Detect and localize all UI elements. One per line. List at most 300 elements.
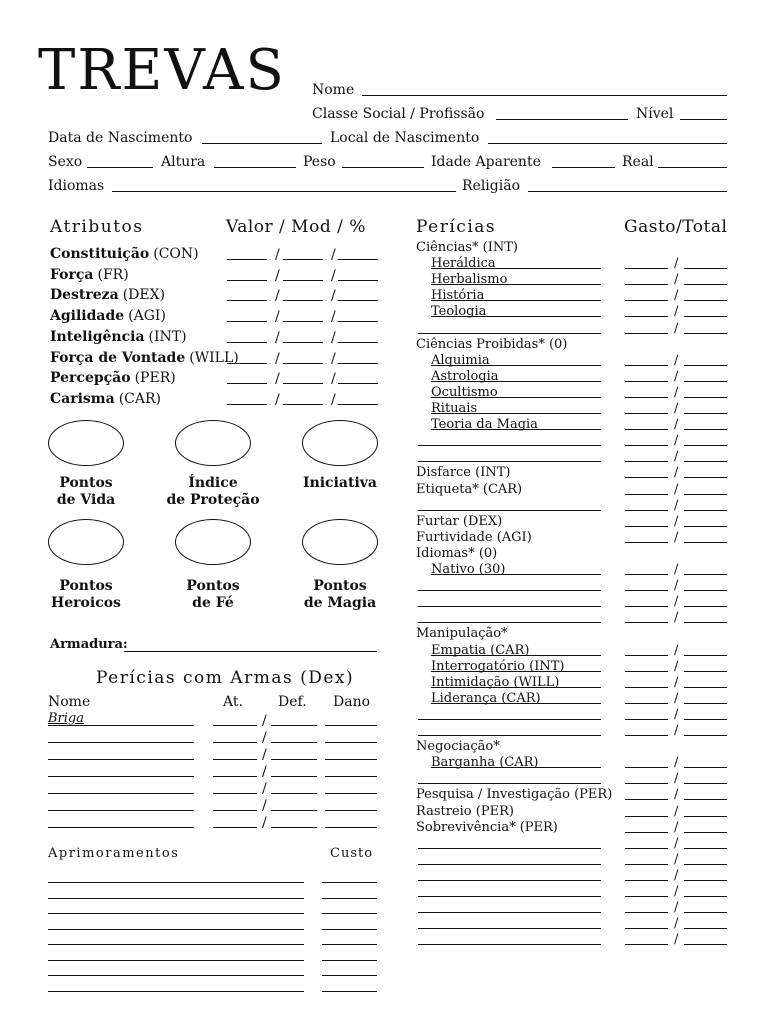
custo-field[interactable] bbox=[322, 929, 377, 930]
atributo-value-field[interactable] bbox=[283, 342, 323, 343]
pericia-total-field[interactable] bbox=[684, 767, 727, 768]
custo-field[interactable] bbox=[322, 913, 377, 914]
slash-separator: / bbox=[674, 304, 679, 320]
arma-nome-field[interactable] bbox=[48, 725, 194, 726]
pericia-name-field[interactable] bbox=[418, 445, 601, 446]
arma-nome-field[interactable] bbox=[48, 827, 194, 828]
pericia-gasto-field[interactable] bbox=[625, 703, 668, 704]
pericia-gasto-field[interactable] bbox=[625, 574, 668, 575]
pericia-gasto-field[interactable] bbox=[625, 832, 668, 833]
pericia-total-field[interactable] bbox=[684, 880, 727, 881]
pericia-gasto-field[interactable] bbox=[625, 477, 668, 478]
pericia-gasto-field[interactable] bbox=[625, 928, 668, 929]
pericia-name-field[interactable] bbox=[431, 397, 601, 398]
arma-at-field[interactable] bbox=[213, 742, 257, 743]
pontos-fe-caption: Pontos de Fé bbox=[186, 578, 240, 611]
arma-at-field[interactable] bbox=[213, 725, 257, 726]
atributo-value-field[interactable] bbox=[227, 300, 267, 301]
atributo-name: Inteligência bbox=[50, 328, 145, 345]
aprimoramento-field[interactable] bbox=[48, 882, 304, 883]
pericia-name-field[interactable] bbox=[418, 735, 601, 736]
pericia-total-field[interactable] bbox=[684, 510, 727, 511]
slash-separator: / bbox=[331, 329, 336, 346]
slash-separator: / bbox=[275, 391, 280, 408]
pericia-total-field[interactable] bbox=[684, 268, 727, 269]
armas-title: Perícias com Armas (Dex) bbox=[96, 668, 355, 688]
atributo-value-field[interactable] bbox=[227, 363, 267, 364]
pericia-total-field[interactable] bbox=[684, 703, 727, 704]
nome-label: Nome bbox=[312, 82, 355, 98]
arma-def-field[interactable] bbox=[271, 810, 317, 811]
pericia-gasto-field[interactable] bbox=[625, 606, 668, 607]
pericia-gasto-field[interactable] bbox=[625, 719, 668, 720]
sexo-field[interactable] bbox=[87, 167, 153, 168]
arma-dano-field[interactable] bbox=[325, 725, 377, 726]
atributo-row bbox=[50, 391, 161, 407]
pericia-gasto-field[interactable] bbox=[625, 284, 668, 285]
local-nasc-label: Local de Nascimento bbox=[330, 130, 480, 146]
arma-nome-field[interactable] bbox=[48, 742, 194, 743]
arma-nome-field[interactable] bbox=[48, 759, 194, 760]
arma-at-field[interactable] bbox=[213, 776, 257, 777]
atributo-value-field[interactable] bbox=[338, 383, 378, 384]
slash-separator: / bbox=[674, 578, 679, 594]
armas-dano-header: Dano bbox=[333, 694, 371, 710]
slash-separator: / bbox=[674, 819, 679, 835]
iniciativa-caption: Iniciativa bbox=[303, 475, 377, 491]
pericia-gasto-field[interactable] bbox=[625, 799, 668, 800]
pericia-total-field[interactable] bbox=[684, 687, 727, 688]
pericia-total-field[interactable] bbox=[684, 365, 727, 366]
atributo-value-field[interactable] bbox=[227, 404, 267, 405]
idiomas-field[interactable] bbox=[112, 191, 456, 192]
slash-separator: / bbox=[674, 594, 679, 610]
custo-field[interactable] bbox=[322, 944, 377, 945]
pericia-subitem: Interrogatório (INT) bbox=[431, 658, 565, 674]
pericia-subitem: Teoria da Magia bbox=[431, 417, 538, 433]
pericia-gasto-field[interactable] bbox=[625, 510, 668, 511]
pericia-name-field[interactable] bbox=[418, 590, 601, 591]
pericia-name-field[interactable] bbox=[418, 606, 601, 607]
pericia-gasto-field[interactable] bbox=[625, 413, 668, 414]
arma-dano-field[interactable] bbox=[325, 827, 377, 828]
custo-field[interactable] bbox=[322, 898, 377, 899]
pericia-total-field[interactable] bbox=[684, 397, 727, 398]
pericia-subitem: Herbalismo bbox=[431, 272, 508, 288]
slash-separator: / bbox=[331, 247, 336, 263]
slash-separator: / bbox=[674, 320, 679, 336]
pericia-total-field[interactable] bbox=[684, 300, 727, 301]
slash-separator: / bbox=[674, 433, 679, 449]
slash-separator: / bbox=[674, 272, 679, 288]
atributo-value-field[interactable] bbox=[227, 321, 267, 322]
arma-def-field[interactable] bbox=[271, 725, 317, 726]
atributo-value-field[interactable] bbox=[283, 300, 323, 301]
pericia-item: Disfarce (INT) bbox=[416, 465, 511, 481]
pericia-total-field[interactable] bbox=[684, 622, 727, 623]
pericia-subitem: Nativo (30) bbox=[431, 562, 506, 577]
pericia-gasto-field[interactable] bbox=[625, 944, 668, 945]
pericia-gasto-field[interactable] bbox=[625, 461, 668, 462]
arma-def-field[interactable] bbox=[271, 742, 317, 743]
religiao-field[interactable] bbox=[528, 191, 727, 192]
atributo-row bbox=[50, 329, 187, 345]
aprimoramento-field[interactable] bbox=[48, 929, 304, 930]
pericia-name-field[interactable] bbox=[418, 783, 601, 784]
atributo-row bbox=[50, 267, 129, 283]
pericia-subitem: Intimidação (WILL) bbox=[431, 674, 560, 690]
pericias-title: Perícias bbox=[416, 217, 497, 237]
pericia-name-field[interactable] bbox=[418, 719, 601, 720]
atributo-row bbox=[50, 287, 165, 303]
idade-field[interactable] bbox=[552, 167, 615, 168]
pericia-name-field[interactable] bbox=[431, 429, 601, 430]
pericia-total-field[interactable] bbox=[684, 445, 727, 446]
pericia-name-field[interactable] bbox=[418, 912, 601, 913]
atributo-value-field[interactable] bbox=[338, 404, 378, 405]
pericia-subitem: Ocultismo bbox=[431, 384, 498, 400]
pericia-name-field[interactable] bbox=[431, 316, 601, 317]
atributo-value-field[interactable] bbox=[338, 259, 378, 260]
armas-def-header: Def. bbox=[278, 694, 307, 710]
slash-separator: / bbox=[262, 713, 267, 729]
slash-separator: / bbox=[674, 787, 679, 803]
arma-at-field[interactable] bbox=[213, 759, 257, 760]
pericia-subitem: Rituais bbox=[431, 401, 478, 416]
pericia-gasto-field[interactable] bbox=[625, 526, 668, 527]
arma-def-field[interactable] bbox=[271, 759, 317, 760]
pericia-total-field[interactable] bbox=[684, 912, 727, 913]
atributo-value-field[interactable] bbox=[227, 383, 267, 384]
slash-separator: / bbox=[674, 690, 679, 706]
pericia-subitem: Alquimia bbox=[431, 352, 490, 368]
pericia-name-field[interactable] bbox=[431, 413, 601, 414]
pericia-name-field[interactable] bbox=[418, 896, 601, 897]
pericia-total-field[interactable] bbox=[684, 864, 727, 865]
pericia-name-field[interactable] bbox=[431, 381, 601, 382]
slash-separator: / bbox=[674, 867, 679, 883]
pericia-gasto-field[interactable] bbox=[625, 365, 668, 366]
nome-field[interactable] bbox=[362, 95, 727, 96]
altura-label: Altura bbox=[161, 154, 206, 170]
pericia-subitem: Heráldica bbox=[431, 256, 496, 272]
armadura-field[interactable] bbox=[124, 651, 377, 652]
arma-at-field[interactable] bbox=[213, 810, 257, 811]
pericia-name-field[interactable] bbox=[431, 268, 601, 269]
pericia-gasto-field[interactable] bbox=[625, 268, 668, 269]
slash-separator: / bbox=[275, 267, 280, 284]
arma-dano-field[interactable] bbox=[325, 759, 377, 760]
armas-at-header: At. bbox=[223, 694, 243, 710]
slash-separator: / bbox=[262, 730, 267, 746]
pericia-total-field[interactable] bbox=[684, 494, 727, 495]
data-nasc-field[interactable] bbox=[202, 143, 322, 144]
pericia-name-field[interactable] bbox=[431, 767, 601, 768]
aprimoramento-field[interactable] bbox=[48, 975, 304, 976]
atributo-name: Destreza bbox=[50, 287, 119, 304]
atributo-abbr: (INT) bbox=[148, 328, 187, 345]
pericia-gasto-field[interactable] bbox=[625, 429, 668, 430]
pericia-name-field[interactable] bbox=[418, 928, 601, 929]
atributo-name: Constituição bbox=[50, 246, 150, 262]
pontos-fe-oval[interactable] bbox=[175, 519, 251, 565]
aprimoramento-field[interactable] bbox=[48, 944, 304, 945]
peso-field[interactable] bbox=[342, 167, 424, 168]
pericia-subitem: História bbox=[431, 288, 485, 304]
pericia-item: Ciências* (INT) bbox=[416, 240, 518, 255]
pericia-name-field[interactable] bbox=[418, 848, 601, 849]
pericia-total-field[interactable] bbox=[684, 606, 727, 607]
atributo-value-field[interactable] bbox=[338, 280, 378, 281]
atributo-value-field[interactable] bbox=[283, 259, 323, 260]
pericia-total-field[interactable] bbox=[684, 896, 727, 897]
pericia-name-field[interactable] bbox=[418, 944, 601, 945]
pericia-name-field[interactable] bbox=[418, 880, 601, 881]
arma-nome-field[interactable] bbox=[48, 810, 194, 811]
pericia-total-field[interactable] bbox=[684, 719, 727, 720]
pericia-gasto-field[interactable] bbox=[625, 735, 668, 736]
slash-separator: / bbox=[331, 371, 336, 388]
slash-separator: / bbox=[262, 764, 267, 780]
slash-separator: / bbox=[275, 288, 280, 305]
slash-separator: / bbox=[674, 706, 679, 722]
local-nasc-field[interactable] bbox=[488, 143, 727, 144]
pontos-magia-oval[interactable] bbox=[302, 519, 378, 565]
pontos-heroicos-caption: Pontos Heroicos bbox=[51, 578, 121, 611]
pericia-total-field[interactable] bbox=[684, 832, 727, 833]
slash-separator: / bbox=[262, 781, 267, 797]
pericia-name-field[interactable] bbox=[431, 671, 601, 672]
nivel-field[interactable] bbox=[680, 119, 727, 120]
pericia-total-field[interactable] bbox=[684, 735, 727, 736]
atributo-abbr: (PER) bbox=[134, 370, 176, 387]
atributo-value-field[interactable] bbox=[283, 383, 323, 384]
slash-separator: / bbox=[674, 723, 679, 738]
protecao-oval[interactable] bbox=[175, 420, 251, 466]
atributo-value-field[interactable] bbox=[338, 363, 378, 364]
pericia-item: Furtar (DEX) bbox=[416, 513, 503, 529]
nivel-label: Nível bbox=[636, 106, 674, 122]
pericia-total-field[interactable] bbox=[684, 333, 727, 334]
aprimoramento-field[interactable] bbox=[48, 960, 304, 961]
slash-separator: / bbox=[674, 884, 679, 899]
pericia-total-field[interactable] bbox=[684, 944, 727, 945]
atributo-value-field[interactable] bbox=[283, 280, 323, 281]
pericia-gasto-field[interactable] bbox=[625, 671, 668, 672]
protecao-caption: Índice de Proteção bbox=[166, 475, 260, 508]
slash-separator: / bbox=[674, 642, 679, 658]
slash-separator: / bbox=[674, 562, 679, 577]
arma-def-field[interactable] bbox=[271, 793, 317, 794]
slash-separator: / bbox=[674, 658, 679, 674]
pericia-total-field[interactable] bbox=[684, 783, 727, 784]
pericia-gasto-field[interactable] bbox=[625, 767, 668, 768]
custo-field[interactable] bbox=[322, 882, 377, 883]
atributo-name: Força bbox=[50, 266, 94, 283]
slash-separator: / bbox=[674, 803, 679, 819]
slash-separator: / bbox=[331, 391, 336, 408]
arma-dano-field[interactable] bbox=[325, 810, 377, 811]
pericia-gasto-field[interactable] bbox=[625, 397, 668, 398]
atributo-value-field[interactable] bbox=[227, 342, 267, 343]
atributo-row bbox=[50, 370, 176, 386]
pericia-total-field[interactable] bbox=[684, 671, 727, 672]
atributo-row bbox=[50, 308, 166, 324]
atributo-abbr: (CON) bbox=[153, 246, 199, 262]
pericia-total-field[interactable] bbox=[684, 542, 727, 543]
pericia-item: Rastreio (PER) bbox=[416, 803, 514, 819]
pericia-item: Idiomas* (0) bbox=[416, 545, 498, 561]
pericia-gasto-field[interactable] bbox=[625, 622, 668, 623]
pericia-gasto-field[interactable] bbox=[625, 300, 668, 301]
trevas-logo: TREVAS bbox=[38, 38, 286, 103]
pericia-total-field[interactable] bbox=[684, 574, 727, 575]
custo-field[interactable] bbox=[322, 991, 377, 992]
peso-label: Peso bbox=[303, 154, 336, 170]
arma-at-field[interactable] bbox=[213, 827, 257, 828]
atributo-value-field[interactable] bbox=[227, 280, 267, 281]
classe-label: Classe Social / Profissão bbox=[312, 106, 485, 122]
atributo-value-field[interactable] bbox=[338, 321, 378, 322]
slash-separator: / bbox=[674, 513, 679, 529]
arma-nome-field[interactable] bbox=[48, 776, 194, 777]
atributo-row bbox=[50, 246, 199, 262]
slash-separator: / bbox=[674, 384, 679, 400]
pericia-gasto-field[interactable] bbox=[625, 494, 668, 495]
armas-nome-header: Nome bbox=[48, 694, 91, 710]
pericia-name-field[interactable] bbox=[418, 864, 601, 865]
atributo-name: Carisma bbox=[50, 390, 115, 407]
pericia-gasto-field[interactable] bbox=[625, 445, 668, 446]
pericia-gasto-field[interactable] bbox=[625, 848, 668, 849]
pericia-item: Ciências Proibidas* (0) bbox=[416, 336, 568, 352]
atributo-value-field[interactable] bbox=[338, 342, 378, 343]
slash-separator: / bbox=[275, 247, 280, 263]
slash-separator: / bbox=[275, 309, 280, 326]
pericia-name-field[interactable] bbox=[431, 300, 601, 301]
arma-def-field[interactable] bbox=[271, 827, 317, 828]
pericia-gasto-field[interactable] bbox=[625, 864, 668, 865]
arma-nome-field[interactable] bbox=[48, 793, 194, 794]
pericia-total-field[interactable] bbox=[684, 816, 727, 817]
atributo-name: Percepção bbox=[50, 370, 131, 387]
aprimoramento-field[interactable] bbox=[48, 913, 304, 914]
classe-field[interactable] bbox=[496, 119, 628, 120]
pericia-gasto-field[interactable] bbox=[625, 783, 668, 784]
religiao-label: Religião bbox=[462, 178, 520, 194]
pericia-name-field[interactable] bbox=[418, 461, 601, 462]
atributos-cols: Valor / Mod / % bbox=[226, 217, 366, 237]
pericia-gasto-field[interactable] bbox=[625, 912, 668, 913]
slash-separator: / bbox=[674, 916, 679, 932]
pericia-total-field[interactable] bbox=[684, 590, 727, 591]
pericia-total-field[interactable] bbox=[684, 928, 727, 929]
slash-separator: / bbox=[674, 497, 679, 513]
slash-separator: / bbox=[275, 329, 280, 346]
pericia-gasto-field[interactable] bbox=[625, 381, 668, 382]
slash-separator: / bbox=[275, 371, 280, 388]
atributo-abbr: (CAR) bbox=[118, 390, 161, 407]
iniciativa-oval[interactable] bbox=[302, 420, 378, 466]
custo-field[interactable] bbox=[322, 975, 377, 976]
sexo-label: Sexo bbox=[48, 154, 83, 170]
pericia-item: Manipulação* bbox=[416, 626, 508, 642]
pericia-total-field[interactable] bbox=[684, 526, 727, 527]
pericia-name-field[interactable] bbox=[431, 574, 601, 575]
atributo-value-field[interactable] bbox=[338, 300, 378, 301]
pericia-item: Etiqueta* (CAR) bbox=[416, 481, 523, 497]
pericia-total-field[interactable] bbox=[684, 381, 727, 382]
pontos-heroicos-oval[interactable] bbox=[48, 519, 124, 565]
slash-separator: / bbox=[262, 747, 267, 763]
pericia-total-field[interactable] bbox=[684, 284, 727, 285]
atributo-abbr: (AGI) bbox=[128, 308, 166, 325]
arma-at-field[interactable] bbox=[213, 793, 257, 794]
pericia-total-field[interactable] bbox=[684, 429, 727, 430]
pericia-subitem: Teologia bbox=[431, 304, 487, 320]
arma-dano-field[interactable] bbox=[325, 776, 377, 777]
custo-field[interactable] bbox=[322, 960, 377, 961]
arma-dano-field[interactable] bbox=[325, 793, 377, 794]
pericia-total-field[interactable] bbox=[684, 848, 727, 849]
pericia-total-field[interactable] bbox=[684, 461, 727, 462]
pericia-total-field[interactable] bbox=[684, 316, 727, 317]
idiomas-label: Idiomas bbox=[48, 178, 105, 194]
atributo-value-field[interactable] bbox=[283, 321, 323, 322]
pericia-name-field[interactable] bbox=[418, 333, 601, 334]
pontos-vida-oval[interactable] bbox=[48, 420, 124, 466]
pericia-gasto-field[interactable] bbox=[625, 880, 668, 881]
arma-dano-field[interactable] bbox=[325, 742, 377, 743]
pericia-gasto-field[interactable] bbox=[625, 816, 668, 817]
pericia-gasto-field[interactable] bbox=[625, 896, 668, 897]
real-field[interactable] bbox=[658, 167, 727, 168]
pericia-total-field[interactable] bbox=[684, 477, 727, 478]
pericia-gasto-field[interactable] bbox=[625, 655, 668, 656]
atributo-abbr: (FR) bbox=[97, 266, 129, 283]
pericia-subitem: Astrologia bbox=[431, 368, 499, 384]
slash-separator: / bbox=[674, 401, 679, 416]
pericia-name-field[interactable] bbox=[431, 703, 601, 704]
pericia-name-field[interactable] bbox=[431, 687, 601, 688]
pericia-gasto-field[interactable] bbox=[625, 687, 668, 688]
pontos-vida-caption: Pontos de Vida bbox=[56, 475, 116, 508]
pericia-gasto-field[interactable] bbox=[625, 542, 668, 543]
atributo-value-field[interactable] bbox=[227, 259, 267, 260]
aprimoramento-field[interactable] bbox=[48, 898, 304, 899]
pericia-total-field[interactable] bbox=[684, 799, 727, 800]
pericia-name-field[interactable] bbox=[431, 655, 601, 656]
atributo-value-field[interactable] bbox=[283, 404, 323, 405]
pericia-name-field[interactable] bbox=[431, 284, 601, 285]
pericia-name-field[interactable] bbox=[431, 365, 601, 366]
atributo-row bbox=[50, 350, 239, 366]
atributo-abbr: (WILL) bbox=[189, 349, 239, 366]
pericia-gasto-field[interactable] bbox=[625, 590, 668, 591]
atributo-abbr: (DEX) bbox=[122, 287, 166, 304]
pericia-total-field[interactable] bbox=[684, 413, 727, 414]
arma-def-field[interactable] bbox=[271, 776, 317, 777]
pericia-gasto-field[interactable] bbox=[625, 333, 668, 334]
pericia-total-field[interactable] bbox=[684, 655, 727, 656]
pericia-name-field[interactable] bbox=[418, 510, 601, 511]
slash-separator: / bbox=[674, 900, 679, 916]
altura-field[interactable] bbox=[214, 167, 296, 168]
pericia-name-field[interactable] bbox=[418, 622, 601, 623]
atributo-value-field[interactable] bbox=[283, 363, 323, 364]
pericia-gasto-field[interactable] bbox=[625, 316, 668, 317]
aprimoramento-field[interactable] bbox=[48, 991, 304, 992]
